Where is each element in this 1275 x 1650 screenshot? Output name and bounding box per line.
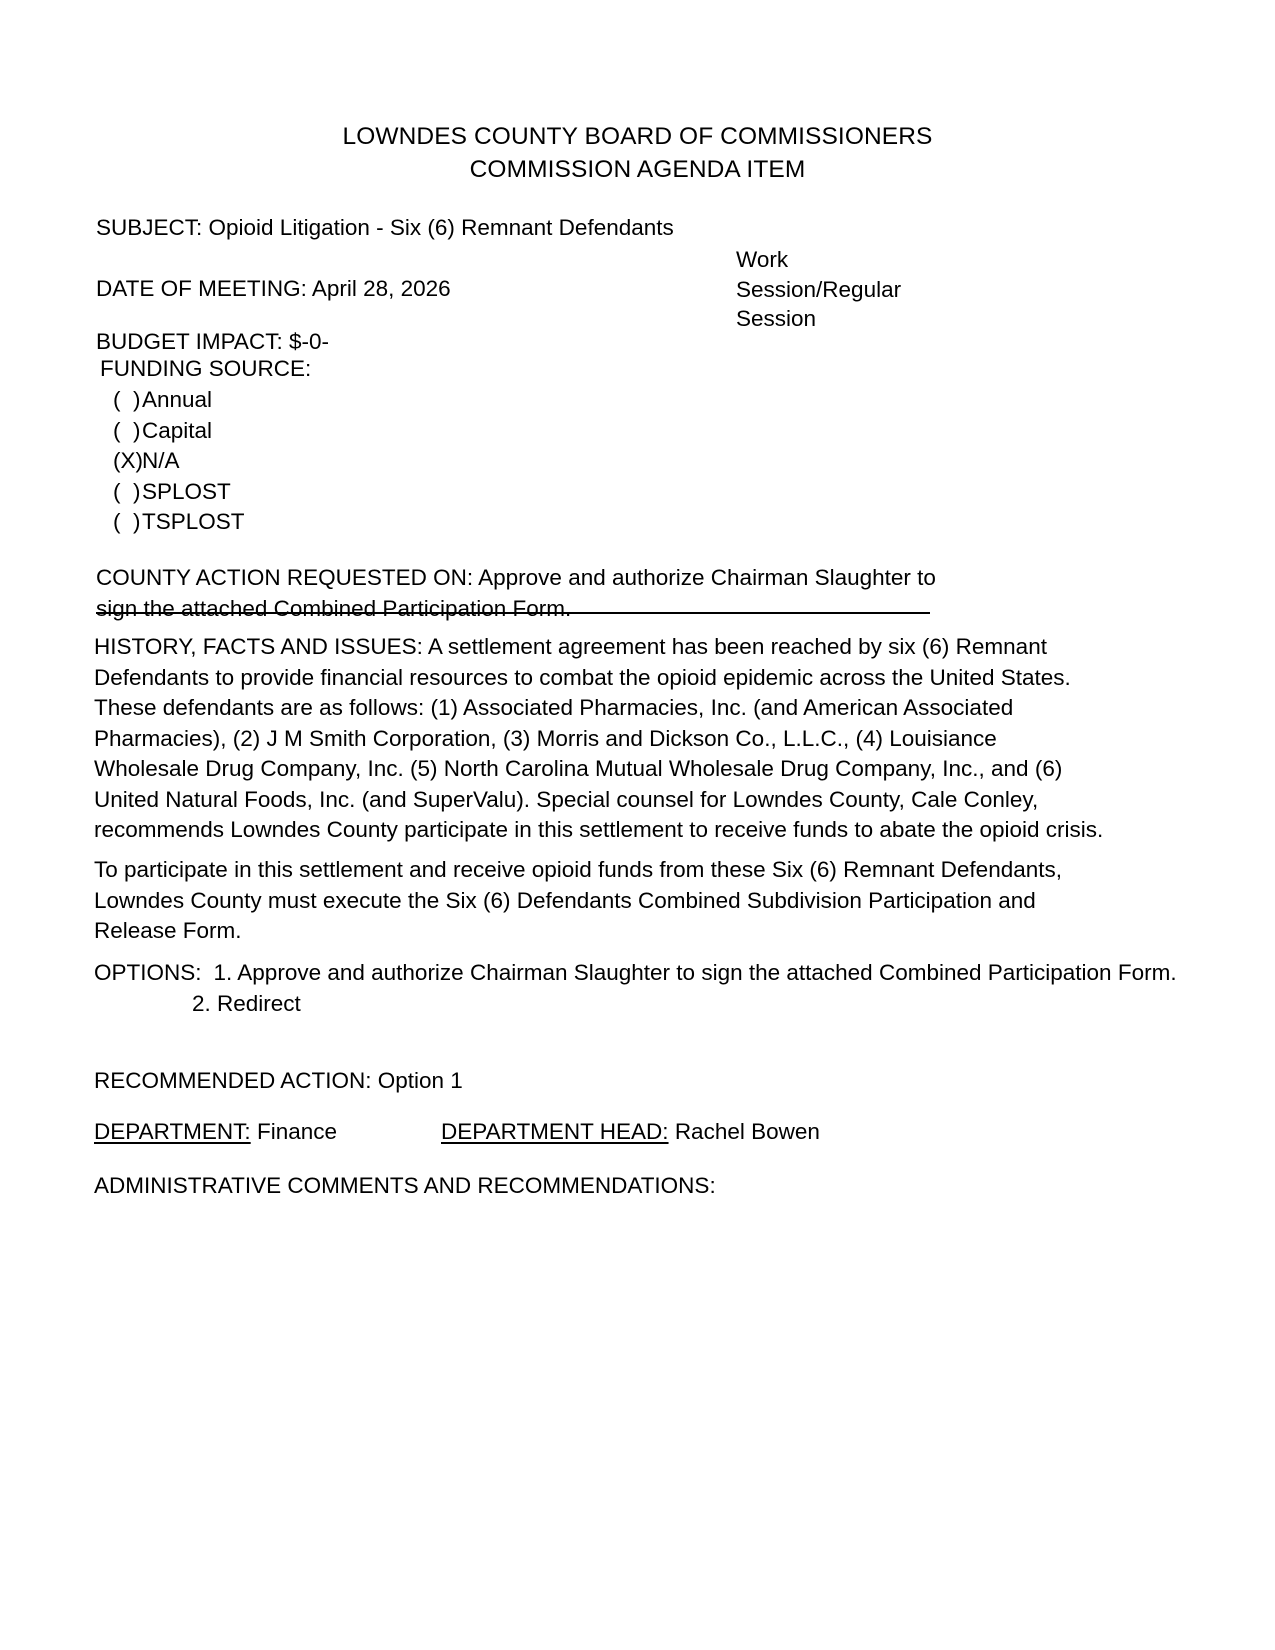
session-type-line-3: Session bbox=[736, 306, 817, 331]
options-indent-spacer bbox=[94, 989, 192, 1020]
budget-impact-line: BUDGET IMPACT: $-0- bbox=[96, 329, 329, 354]
subject-line: SUBJECT: Opioid Litigation - Six (6) Remnant Defendants bbox=[96, 215, 674, 240]
funding-option-na-label: N/A bbox=[142, 448, 180, 474]
recommended-action-line: RECOMMENDED ACTION: Option 1 bbox=[94, 1068, 463, 1093]
funding-option-na[interactable] bbox=[96, 446, 516, 477]
department-head-value: Rachel Bowen bbox=[674, 1119, 820, 1144]
session-type-line-1: Work bbox=[736, 247, 789, 272]
page-title-line-2: COMMISSION AGENDA ITEM bbox=[469, 156, 806, 183]
department-label: DEPARTMENT: bbox=[94, 1119, 251, 1144]
session-type-line-2: Session/Regular bbox=[736, 276, 902, 302]
document-header bbox=[0, 120, 1275, 186]
funding-option-splost[interactable] bbox=[96, 477, 516, 508]
funding-option-capital[interactable] bbox=[96, 416, 516, 447]
page-title-line-1: LOWNDES COUNTY BOARD OF COMMISSIONERS bbox=[342, 123, 933, 150]
options-label: OPTIONS: bbox=[94, 960, 202, 985]
county-action-requested: COUNTY ACTION REQUESTED ON: Approve and authorize Chairman Slaughter to sign the attached Combined Participation Form. bbox=[96, 565, 936, 621]
options-row-2 bbox=[94, 989, 1104, 1020]
funding-source-label: FUNDING SOURCE: bbox=[100, 356, 312, 381]
funding-option-tsplost-label: TSPLOST bbox=[142, 509, 245, 535]
options-block bbox=[94, 958, 1177, 1019]
funding-option-capital-checkbox[interactable]: ( ) bbox=[113, 417, 141, 443]
funding-option-na-checkbox[interactable]: (X) bbox=[113, 448, 143, 474]
department-head-line bbox=[441, 1117, 820, 1148]
options-item-2: 2. Redirect bbox=[192, 990, 301, 1016]
funding-source-list bbox=[96, 385, 516, 538]
session-type-block bbox=[736, 245, 986, 334]
funding-option-annual-label: Annual bbox=[142, 387, 213, 412]
department-value: Finance bbox=[256, 1119, 337, 1144]
department-head-label: DEPARTMENT HEAD: bbox=[441, 1119, 669, 1144]
funding-option-annual[interactable] bbox=[96, 385, 516, 416]
funding-option-capital-label: Capital bbox=[142, 417, 213, 443]
options-gap bbox=[202, 958, 214, 989]
funding-option-splost-checkbox[interactable]: ( ) bbox=[113, 478, 141, 504]
history-facts-issues-paragraph: HISTORY, FACTS AND ISSUES: A settlement agreement has been reached by six (6) Remnant Defendants to provide financial resources to combat the opioid epidemic across the United States. These defendants are as follows: (1) Associated Pharmacies, Inc. (and American Associated Pharmacies), (2) J M Smith Corporation, (3) Morris and Dickson Co., L.L.C., (4) Louisiance Wholesale Drug Company, Inc. (5) North Carolina Mutual Wholesale Drug Company, Inc., and (6) United Natural Foods, Inc. (and SuperValu). Special counsel for Lowndes County, Cale Conley, recommends Lowndes County participate in this settlement to receive funds to abate the opioid crisis. bbox=[94, 634, 1104, 842]
administrative-comments-label: ADMINISTRATIVE COMMENTS AND RECOMMENDATIONS: bbox=[94, 1173, 716, 1198]
funding-option-splost-label: SPLOST bbox=[142, 478, 231, 504]
options-item-1: 1. Approve and authorize Chairman Slaughter to sign the attached Combined Participation Form. bbox=[213, 960, 1177, 985]
funding-option-tsplost[interactable] bbox=[96, 507, 516, 538]
funding-option-annual-checkbox[interactable]: ( ) bbox=[113, 387, 141, 412]
funding-option-tsplost-checkbox[interactable]: ( ) bbox=[113, 509, 141, 535]
participation-requirement-paragraph: To participate in this settlement and receive opioid funds from these Six (6) Remnant Defendants, Lowndes County must execute the Six (6) Defendants Combined Subdivision Participation and Release Form. bbox=[94, 857, 1063, 943]
date-of-meeting-line: DATE OF MEETING: April 28, 2026 bbox=[96, 276, 451, 301]
section-divider-rule bbox=[96, 612, 930, 614]
options-row-1 bbox=[94, 958, 1177, 989]
